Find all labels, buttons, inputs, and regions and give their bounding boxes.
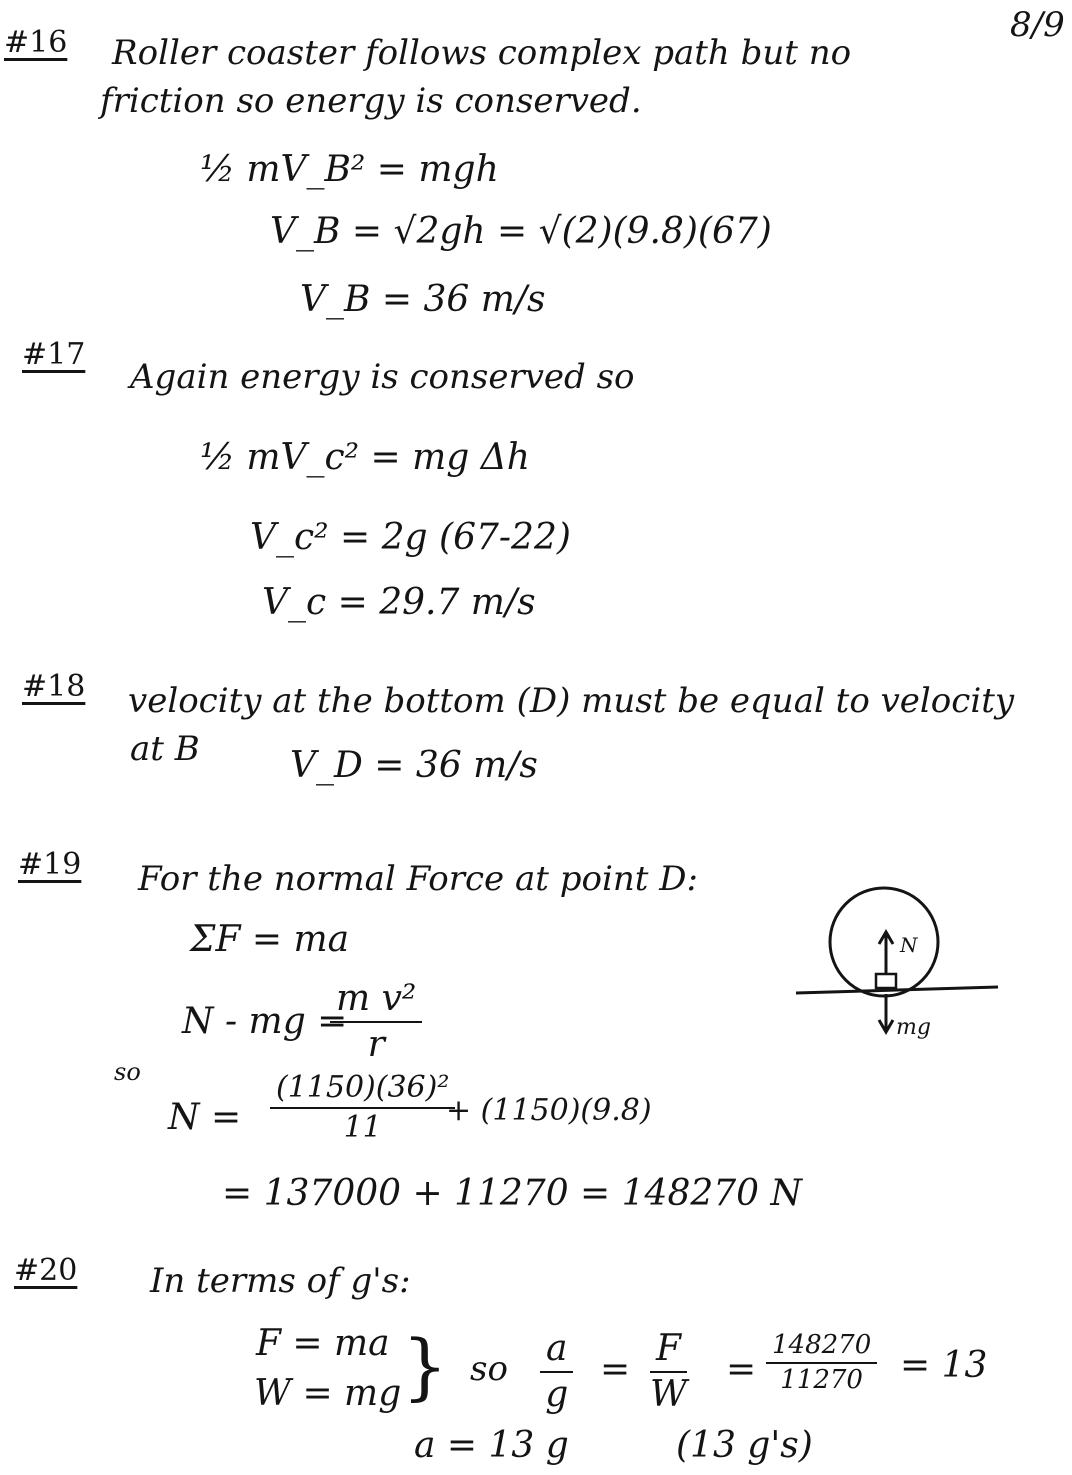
problem-20-equation-weight: W = mg (254, 1373, 402, 1414)
problem-19-equation-3-lhs: N = (168, 1097, 242, 1138)
problem-20-equation-force: F = ma (256, 1323, 390, 1364)
loop-circle (830, 888, 938, 996)
problem-17-equation-1: ½ mV_c² = mg Δh (200, 437, 530, 478)
problem-19-equation-1: ΣF = ma (190, 919, 350, 960)
curly-brace-icon: } (402, 1324, 448, 1408)
problem-20-fraction-a-over-g (540, 1330, 573, 1414)
problem-19-label: #19 (18, 847, 82, 882)
problem-20-text: In terms of g's: (150, 1261, 411, 1301)
problem-17-equation-3: V_c = 29.7 m/s (262, 582, 536, 623)
problem-19-equation-2-fraction (330, 980, 422, 1064)
problem-16-text-line1: Roller coaster follows complex path but no (112, 33, 852, 73)
fraction-numerator: F (650, 1330, 687, 1373)
problem-20-final-parenthetical: (13 g's) (676, 1425, 813, 1466)
problem-20-equals-1: = (600, 1349, 631, 1390)
fraction-numerator: 148270 (766, 1332, 877, 1364)
fraction-denominator: W (650, 1373, 688, 1415)
fraction-denominator: g (545, 1373, 569, 1415)
problem-20-fraction-f-over-w (650, 1330, 687, 1414)
normal-force-diagram (790, 880, 1010, 1050)
normal-force-label: N (900, 933, 918, 957)
problem-18-equation: V_D = 36 m/s (290, 745, 538, 786)
problem-16-equation-2: V_B = √2gh = √(2)(9.8)(67) (270, 211, 772, 252)
problem-20-label: #20 (14, 1253, 78, 1288)
cart-box (876, 974, 896, 988)
fraction-denominator: 11 (343, 1109, 382, 1145)
problem-20-equals-2: = (726, 1349, 757, 1390)
problem-20-result: = 13 (900, 1345, 988, 1386)
fraction-denominator: r (367, 1023, 385, 1065)
weight-label: mg (896, 1015, 931, 1040)
problem-20-fraction-numeric (766, 1332, 877, 1395)
problem-19-equation-2-lhs: N - mg = (182, 1001, 348, 1042)
problem-18-label: #18 (22, 669, 86, 704)
problem-16-text-line2: friction so energy is conserved. (100, 81, 642, 121)
problem-19-text: For the normal Force at point D: (138, 859, 698, 899)
problem-18-text-line2: at B (130, 729, 200, 769)
fraction-numerator: a (540, 1330, 573, 1373)
problem-20-so: so (470, 1349, 508, 1389)
fraction-numerator: (1150)(36)² (270, 1072, 455, 1109)
problem-19-equation-4: = 137000 + 11270 = 148270 N (222, 1173, 803, 1214)
problem-16-equation-1: ½ mV_B² = mgh (200, 149, 499, 190)
problem-20-final-answer: a = 13 g (414, 1425, 569, 1466)
problem-18-text-line1: velocity at the bottom (D) must be equal to velocity (128, 681, 1015, 721)
problem-17-text: Again energy is conserved so (130, 357, 635, 397)
problem-17-label: #17 (22, 337, 86, 372)
problem-16-label: #16 (4, 25, 68, 60)
fraction-denominator: 11270 (780, 1365, 863, 1396)
page-number: 8/9 (1010, 5, 1065, 45)
fraction-numerator: m v² (330, 980, 422, 1023)
problem-19-equation-3-rhs: + (1150)(9.8) (446, 1093, 652, 1128)
problem-16-equation-3: V_B = 36 m/s (300, 279, 546, 320)
problem-17-equation-2: V_c² = 2g (67-22) (250, 517, 571, 558)
problem-19-so: so (114, 1058, 141, 1086)
problem-19-equation-3-fraction (270, 1072, 455, 1143)
